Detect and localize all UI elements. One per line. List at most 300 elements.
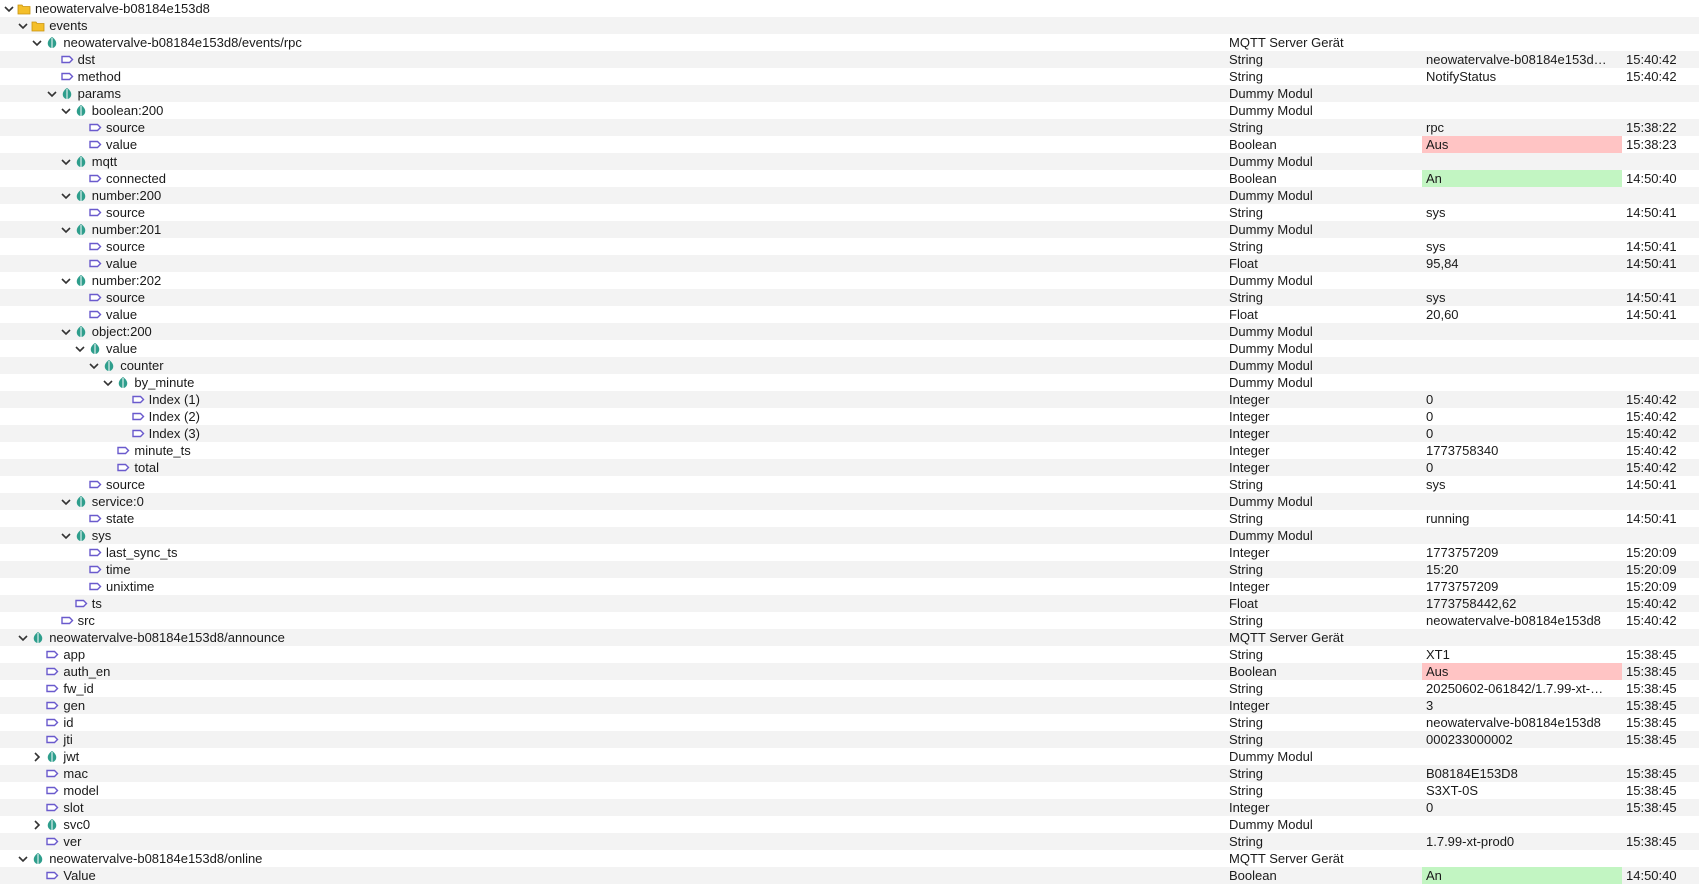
row-type: String: [1229, 562, 1263, 577]
row-name: Index (3): [148, 426, 200, 441]
row-timestamp: 14:50:40: [1626, 868, 1677, 883]
row-name: jti: [63, 732, 73, 747]
device-icon: [74, 187, 88, 204]
device-icon: [74, 493, 88, 510]
row-value: [1422, 850, 1622, 867]
row-value: 20,60: [1426, 307, 1459, 322]
row-value: 000233000002: [1426, 732, 1513, 747]
state-icon: [45, 663, 59, 680]
row-type: Dummy Modul: [1229, 154, 1313, 169]
row-name: mqtt: [91, 154, 118, 169]
row-name: Index (1): [148, 392, 200, 407]
row-type: Boolean: [1229, 664, 1277, 679]
row-type: String: [1229, 239, 1263, 254]
row-timestamp: 14:50:41: [1626, 477, 1677, 492]
tree-row[interactable]: [0, 595, 1699, 612]
row-name: source: [106, 239, 146, 254]
row-type: Dummy Modul: [1229, 324, 1313, 339]
row-timestamp: 15:40:42: [1626, 426, 1677, 441]
row-name: unixtime: [106, 579, 155, 594]
row-type: Integer: [1229, 545, 1270, 560]
tree-row[interactable]: [0, 765, 1699, 782]
tree-row[interactable]: [0, 476, 1699, 493]
folder-icon: [31, 17, 45, 34]
row-value: [1422, 816, 1622, 833]
row-timestamp: 14:50:41: [1626, 205, 1677, 220]
row-name: source: [106, 120, 146, 135]
row-value: 3: [1426, 698, 1434, 713]
row-name: number:200: [91, 188, 162, 203]
row-timestamp: 14:50:41: [1626, 256, 1677, 271]
device-icon: [45, 816, 59, 833]
row-name: by_minute: [134, 375, 195, 390]
row-name: value: [106, 256, 138, 271]
tree-row[interactable]: [0, 748, 1699, 765]
row-name: ts: [91, 596, 102, 611]
device-icon: [60, 85, 74, 102]
tree-row[interactable]: [0, 340, 1699, 357]
device-icon: [74, 221, 88, 238]
tree-row[interactable]: [0, 0, 1699, 17]
state-icon: [131, 425, 145, 442]
row-value: neowatervalve-b08184e153d8: [1426, 715, 1601, 730]
tree-row[interactable]: [0, 850, 1699, 867]
row-type: Dummy Modul: [1229, 375, 1313, 390]
row-timestamp: 15:40:42: [1626, 613, 1677, 628]
row-timestamp: 15:40:42: [1626, 69, 1677, 84]
row-timestamp: 15:20:09: [1626, 579, 1677, 594]
row-timestamp: 14:50:41: [1626, 239, 1677, 254]
row-timestamp: 15:38:45: [1626, 783, 1677, 798]
tree-row[interactable]: [0, 187, 1699, 204]
row-timestamp: 15:40:42: [1626, 409, 1677, 424]
row-value: 0: [1426, 426, 1434, 441]
row-name: gen: [63, 698, 86, 713]
expand-chevron-down-icon[interactable]: [60, 323, 72, 340]
row-value: [1422, 357, 1622, 374]
row-timestamp: 15:38:45: [1626, 647, 1677, 662]
folder-icon: [17, 0, 31, 17]
expand-chevron-down-icon[interactable]: [17, 629, 29, 646]
row-timestamp: 15:20:09: [1626, 545, 1677, 560]
expand-chevron-down-icon[interactable]: [88, 357, 100, 374]
state-icon: [88, 289, 102, 306]
row-value: 95,84: [1426, 256, 1459, 271]
row-name: slot: [63, 800, 84, 815]
row-timestamp: 14:50:41: [1626, 290, 1677, 305]
row-name: source: [106, 477, 146, 492]
tree-row[interactable]: [0, 170, 1699, 187]
expand-chevron-down-icon[interactable]: [60, 527, 72, 544]
row-type: Dummy Modul: [1229, 817, 1313, 832]
state-icon: [88, 561, 102, 578]
state-icon: [131, 408, 145, 425]
row-timestamp: 15:38:23: [1626, 137, 1677, 152]
tree-row[interactable]: [0, 816, 1699, 833]
row-name: last_sync_ts: [106, 545, 178, 560]
expand-chevron-down-icon[interactable]: [60, 221, 72, 238]
tree-row[interactable]: [0, 238, 1699, 255]
state-icon: [88, 170, 102, 187]
state-icon: [88, 204, 102, 221]
state-icon: [116, 459, 130, 476]
row-name: ver: [63, 834, 82, 849]
tree-row[interactable]: [0, 357, 1699, 374]
tree-row[interactable]: [0, 51, 1699, 68]
row-timestamp: 15:38:45: [1626, 766, 1677, 781]
state-icon: [45, 646, 59, 663]
row-value: XT1: [1426, 647, 1450, 662]
row-name: method: [77, 69, 121, 84]
row-name: dst: [77, 52, 95, 67]
tree-row[interactable]: [0, 425, 1699, 442]
tree-row[interactable]: [0, 561, 1699, 578]
state-icon: [45, 680, 59, 697]
device-icon: [102, 357, 116, 374]
tree-row[interactable]: [0, 374, 1699, 391]
tree-row[interactable]: [0, 646, 1699, 663]
tree-row[interactable]: [0, 527, 1699, 544]
tree-row[interactable]: [0, 323, 1699, 340]
row-type: Boolean: [1229, 868, 1277, 883]
device-icon: [74, 527, 88, 544]
row-value: 1773757209: [1426, 545, 1499, 560]
tree-row[interactable]: [0, 119, 1699, 136]
row-timestamp: 15:38:45: [1626, 732, 1677, 747]
row-name: service:0: [91, 494, 144, 509]
row-type: String: [1229, 715, 1263, 730]
row-value: 15:20: [1426, 562, 1459, 577]
tree-row[interactable]: [0, 17, 1699, 34]
device-icon: [74, 323, 88, 340]
row-type: Dummy Modul: [1229, 528, 1313, 543]
tree-row[interactable]: [0, 391, 1699, 408]
row-value: neowatervalve-b08184e153d8: [1426, 613, 1601, 628]
device-icon: [74, 272, 88, 289]
row-type: Integer: [1229, 392, 1270, 407]
row-name: value: [106, 137, 138, 152]
row-value: 1773758442,62: [1426, 596, 1517, 611]
tree-row[interactable]: [0, 680, 1699, 697]
row-name: state: [106, 511, 135, 526]
row-type: String: [1229, 834, 1263, 849]
row-name: value: [106, 307, 138, 322]
row-name: id: [63, 715, 74, 730]
row-value: sys: [1426, 205, 1446, 220]
row-timestamp: 15:38:45: [1626, 834, 1677, 849]
expand-chevron-right-icon[interactable]: [31, 816, 43, 833]
tree-row[interactable]: [0, 544, 1699, 561]
state-icon: [88, 306, 102, 323]
row-value: 1.7.99-xt-prod0: [1426, 834, 1515, 849]
row-value: Aus: [1422, 663, 1622, 680]
row-timestamp: 14:50:41: [1626, 511, 1677, 526]
row-name: counter: [120, 358, 164, 373]
row-type: String: [1229, 613, 1263, 628]
tree-row[interactable]: [0, 799, 1699, 816]
row-timestamp: 15:40:42: [1626, 596, 1677, 611]
row-timestamp: 15:40:42: [1626, 52, 1677, 67]
row-type: String: [1229, 732, 1263, 747]
row-type: Dummy Modul: [1229, 86, 1313, 101]
row-name: object:200: [91, 324, 152, 339]
row-name: events: [49, 18, 88, 33]
expand-chevron-down-icon[interactable]: [60, 187, 72, 204]
state-icon: [88, 544, 102, 561]
state-icon: [131, 391, 145, 408]
tree-row[interactable]: [0, 204, 1699, 221]
state-icon: [45, 731, 59, 748]
expand-chevron-down-icon[interactable]: [31, 34, 43, 51]
tree-row[interactable]: [0, 306, 1699, 323]
tree-row[interactable]: [0, 255, 1699, 272]
row-type: Integer: [1229, 460, 1270, 475]
row-value: [1422, 272, 1622, 289]
row-type: String: [1229, 120, 1263, 135]
device-icon: [45, 34, 59, 51]
state-icon: [88, 255, 102, 272]
row-value: S3XT-0S: [1426, 783, 1479, 798]
expand-chevron-down-icon[interactable]: [60, 153, 72, 170]
state-icon: [45, 714, 59, 731]
row-value: [1422, 374, 1622, 391]
expand-chevron-down-icon[interactable]: [46, 85, 58, 102]
tree-row[interactable]: [0, 663, 1699, 680]
row-type: Integer: [1229, 409, 1270, 424]
row-name: source: [106, 290, 146, 305]
row-value: [1422, 323, 1622, 340]
row-value: [1422, 0, 1622, 17]
expand-chevron-down-icon[interactable]: [74, 340, 86, 357]
row-value: [1422, 629, 1622, 646]
row-value: [1422, 34, 1622, 51]
state-icon: [116, 442, 130, 459]
state-icon: [88, 136, 102, 153]
row-type: String: [1229, 681, 1263, 696]
row-value: neowatervalve-b08184e153d…: [1426, 52, 1607, 67]
row-type: Integer: [1229, 698, 1270, 713]
row-value: [1422, 187, 1622, 204]
row-name: params: [77, 86, 121, 101]
row-timestamp: 15:40:42: [1626, 443, 1677, 458]
expand-chevron-down-icon[interactable]: [60, 493, 72, 510]
row-value: [1422, 527, 1622, 544]
row-value: [1422, 493, 1622, 510]
row-value: [1422, 153, 1622, 170]
row-value: [1422, 340, 1622, 357]
row-value: 0: [1426, 460, 1434, 475]
row-type: String: [1229, 290, 1263, 305]
row-name: number:201: [91, 222, 162, 237]
row-name: Value: [63, 868, 96, 883]
row-value: 0: [1426, 409, 1434, 424]
row-value: NotifyStatus: [1426, 69, 1497, 84]
row-value: 20250602-061842/1.7.99-xt-…: [1426, 681, 1604, 696]
state-icon: [60, 68, 74, 85]
state-icon: [60, 51, 74, 68]
row-value: 0: [1426, 392, 1434, 407]
state-icon: [88, 578, 102, 595]
row-timestamp: 15:38:45: [1626, 698, 1677, 713]
row-name: minute_ts: [134, 443, 191, 458]
expand-chevron-down-icon[interactable]: [60, 272, 72, 289]
row-type: Integer: [1229, 426, 1270, 441]
tree-row[interactable]: [0, 697, 1699, 714]
row-type: Dummy Modul: [1229, 103, 1313, 118]
row-type: Dummy Modul: [1229, 341, 1313, 356]
row-timestamp: 15:40:42: [1626, 392, 1677, 407]
row-type: String: [1229, 69, 1263, 84]
row-type: String: [1229, 52, 1263, 67]
row-timestamp: 14:50:41: [1626, 307, 1677, 322]
state-icon: [88, 476, 102, 493]
row-type: MQTT Server Gerät: [1229, 851, 1344, 866]
row-value: [1422, 221, 1622, 238]
row-type: MQTT Server Gerät: [1229, 630, 1344, 645]
row-name: total: [134, 460, 159, 475]
row-type: String: [1229, 766, 1263, 781]
tree-row[interactable]: [0, 68, 1699, 85]
row-type: MQTT Server Gerät: [1229, 35, 1344, 50]
row-type: Integer: [1229, 800, 1270, 815]
row-value: sys: [1426, 477, 1446, 492]
row-name: neowatervalve-b08184e153d8/announce: [49, 630, 285, 645]
row-type: Dummy Modul: [1229, 273, 1313, 288]
state-icon: [88, 510, 102, 527]
tree-row[interactable]: [0, 272, 1699, 289]
row-name: source: [106, 205, 146, 220]
device-icon: [45, 748, 59, 765]
row-type: String: [1229, 477, 1263, 492]
row-type: Integer: [1229, 579, 1270, 594]
tree-row[interactable]: [0, 714, 1699, 731]
state-icon: [45, 867, 59, 884]
tree-row[interactable]: [0, 153, 1699, 170]
state-icon: [88, 119, 102, 136]
row-name: sys: [91, 528, 112, 543]
row-type: Dummy Modul: [1229, 358, 1313, 373]
row-name: auth_en: [63, 664, 111, 679]
tree-row[interactable]: [0, 85, 1699, 102]
state-icon: [88, 238, 102, 255]
row-name: jwt: [63, 749, 80, 764]
row-name: src: [77, 613, 95, 628]
tree-row[interactable]: [0, 102, 1699, 119]
tree-row[interactable]: [0, 612, 1699, 629]
row-value: rpc: [1426, 120, 1445, 135]
expand-chevron-right-icon[interactable]: [31, 748, 43, 765]
row-type: Dummy Modul: [1229, 222, 1313, 237]
expand-chevron-down-icon[interactable]: [3, 0, 15, 17]
row-value: B08184E153D8: [1426, 766, 1518, 781]
row-type: Float: [1229, 307, 1258, 322]
row-name: mac: [63, 766, 88, 781]
tree-row[interactable]: [0, 289, 1699, 306]
tree-row[interactable]: [0, 578, 1699, 595]
row-value: 0: [1426, 800, 1434, 815]
row-type: Float: [1229, 256, 1258, 271]
row-name: number:202: [91, 273, 162, 288]
tree-row[interactable]: [0, 442, 1699, 459]
row-value: 1773758340: [1426, 443, 1499, 458]
row-value: An: [1422, 170, 1622, 187]
row-name: fw_id: [63, 681, 94, 696]
tree-row[interactable]: [0, 408, 1699, 425]
device-icon: [74, 153, 88, 170]
row-timestamp: 15:38:22: [1626, 120, 1677, 135]
row-type: Boolean: [1229, 171, 1277, 186]
row-timestamp: 15:20:09: [1626, 562, 1677, 577]
row-type: Float: [1229, 596, 1258, 611]
device-icon: [31, 629, 45, 646]
tree-row[interactable]: [0, 629, 1699, 646]
tree-row[interactable]: [0, 782, 1699, 799]
row-value: Aus: [1422, 136, 1622, 153]
row-type: String: [1229, 511, 1263, 526]
row-name: value: [106, 341, 138, 356]
state-icon: [45, 833, 59, 850]
row-value: sys: [1426, 290, 1446, 305]
expand-chevron-down-icon[interactable]: [17, 850, 29, 867]
state-icon: [45, 799, 59, 816]
row-type: String: [1229, 205, 1263, 220]
tree-row[interactable]: [0, 510, 1699, 527]
row-value: [1422, 748, 1622, 765]
expand-chevron-down-icon[interactable]: [60, 102, 72, 119]
row-name: neowatervalve-b08184e153d8/online: [49, 851, 263, 866]
row-type: Dummy Modul: [1229, 749, 1313, 764]
row-name: neowatervalve-b08184e153d8: [35, 1, 210, 16]
row-type: String: [1229, 647, 1263, 662]
expand-chevron-down-icon[interactable]: [102, 374, 114, 391]
state-icon: [45, 697, 59, 714]
tree-row[interactable]: [0, 136, 1699, 153]
row-value: sys: [1426, 239, 1446, 254]
tree-row[interactable]: [0, 493, 1699, 510]
tree-row[interactable]: [0, 867, 1699, 884]
tree-row[interactable]: [0, 221, 1699, 238]
row-value: running: [1426, 511, 1470, 526]
tree-row[interactable]: [0, 34, 1699, 51]
row-name: connected: [106, 171, 166, 186]
state-icon: [45, 782, 59, 799]
row-name: neowatervalve-b08184e153d8/events/rpc: [63, 35, 302, 50]
state-icon: [74, 595, 88, 612]
row-name: time: [106, 562, 131, 577]
tree-row[interactable]: [0, 459, 1699, 476]
row-name: app: [63, 647, 86, 662]
row-type: Integer: [1229, 443, 1270, 458]
state-icon: [60, 612, 74, 629]
row-name: svc0: [63, 817, 91, 832]
device-icon: [88, 340, 102, 357]
tree-row[interactable]: [0, 731, 1699, 748]
row-timestamp: 15:38:45: [1626, 681, 1677, 696]
row-timestamp: 14:50:40: [1626, 171, 1677, 186]
row-timestamp: 15:38:45: [1626, 800, 1677, 815]
state-icon: [45, 765, 59, 782]
device-icon: [74, 102, 88, 119]
row-value: 1773757209: [1426, 579, 1499, 594]
row-value: [1422, 102, 1622, 119]
row-type: Boolean: [1229, 137, 1277, 152]
row-type: Dummy Modul: [1229, 494, 1313, 509]
row-value: An: [1422, 867, 1622, 884]
row-timestamp: 15:38:45: [1626, 715, 1677, 730]
row-value: [1422, 85, 1622, 102]
expand-chevron-down-icon[interactable]: [17, 17, 29, 34]
tree-row[interactable]: [0, 833, 1699, 850]
